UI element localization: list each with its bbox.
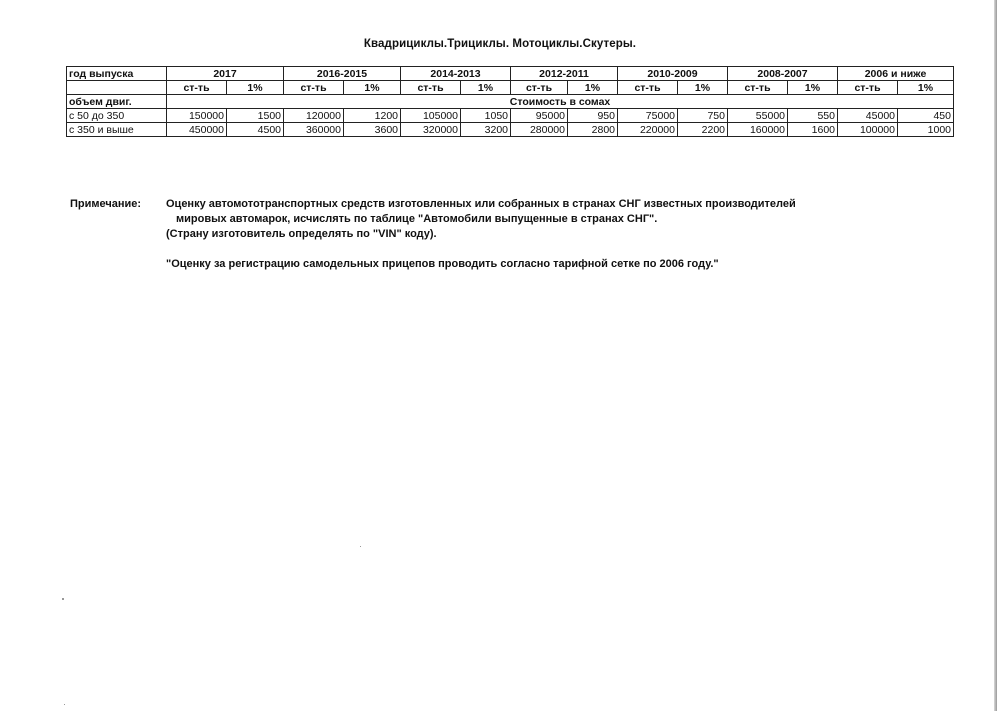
scan-edge: [994, 0, 997, 711]
table-cell: 95000: [511, 109, 568, 123]
percent-subheader: 1%: [227, 81, 284, 95]
table-cell: 220000: [618, 123, 678, 137]
table-cell: 1000: [898, 123, 954, 137]
subheader-row: [67, 81, 954, 95]
table-cell: 1050: [461, 109, 511, 123]
table-cell: 4500: [227, 123, 284, 137]
table-cell: 2800: [568, 123, 618, 137]
table-cell: 160000: [728, 123, 788, 137]
percent-subheader: 1%: [461, 81, 511, 95]
table-cell: 360000: [284, 123, 344, 137]
cost-subheader: ст-ть: [728, 81, 788, 95]
table-cell: 950: [568, 109, 618, 123]
table-cell: 55000: [728, 109, 788, 123]
table-cell: 550: [788, 109, 838, 123]
empty-cell: [67, 81, 167, 95]
table-cell: 150000: [167, 109, 227, 123]
row-label: с 50 до 350: [67, 109, 167, 123]
table-cell: 100000: [838, 123, 898, 137]
table-cell: 45000: [838, 109, 898, 123]
percent-subheader: 1%: [788, 81, 838, 95]
note-line: "Оценку за регистрацию самодельных прицепов проводить согласно тарифной сетке по 2006 году.": [166, 258, 719, 270]
year-header: 2014-2013: [401, 67, 511, 81]
year-label-cell: год выпуска: [67, 67, 167, 81]
table-cell: 2200: [678, 123, 728, 137]
year-header: 2008-2007: [728, 67, 838, 81]
note-label: Примечание:: [70, 198, 142, 210]
year-header: 2006 и ниже: [838, 67, 954, 81]
engine-caption-row: [67, 95, 954, 109]
row-label: с 350 и выше: [67, 123, 167, 137]
price-table: [66, 66, 954, 137]
table-cell: 450000: [167, 123, 227, 137]
note-line: Оценку автомототранспортных средств изготовленных или собранных в странах СНГ известных производителей: [166, 198, 796, 210]
table-cell: 280000: [511, 123, 568, 137]
table-cell: 3200: [461, 123, 511, 137]
percent-subheader: 1%: [678, 81, 728, 95]
cost-subheader: ст-ть: [401, 81, 461, 95]
engine-label-cell: объем двиг.: [67, 95, 167, 109]
year-header: 2012-2011: [511, 67, 618, 81]
percent-subheader: 1%: [568, 81, 618, 95]
percent-subheader: 1%: [898, 81, 954, 95]
scan-speck: [64, 704, 65, 705]
table-cell: 105000: [401, 109, 461, 123]
table-row: [67, 123, 954, 137]
scan-speck: [360, 546, 361, 547]
table-cell: 1500: [227, 109, 284, 123]
year-header: 2016-2015: [284, 67, 401, 81]
cost-subheader: ст-ть: [618, 81, 678, 95]
table-cell: 120000: [284, 109, 344, 123]
table-cell: 3600: [344, 123, 401, 137]
cost-subheader: ст-ть: [284, 81, 344, 95]
cost-subheader: ст-ть: [511, 81, 568, 95]
year-header-row: [67, 67, 954, 81]
year-header: 2017: [167, 67, 284, 81]
cost-caption-cell: Стоимость в сомах: [167, 95, 954, 109]
note-line: (Страну изготовитель определять по "VIN" коду).: [166, 228, 437, 240]
scan-speck: [62, 598, 64, 600]
table-cell: 750: [678, 109, 728, 123]
table-cell: 450: [898, 109, 954, 123]
percent-subheader: 1%: [344, 81, 401, 95]
note-line: мировых автомарок, исчислять по таблице "Автомобили выпущенные в странах СНГ".: [176, 213, 658, 225]
table-cell: 1600: [788, 123, 838, 137]
table-cell: 1200: [344, 109, 401, 123]
document-title: Квадрициклы.Трициклы. Мотоциклы.Скутеры.: [363, 38, 637, 50]
table-cell: 75000: [618, 109, 678, 123]
cost-subheader: ст-ть: [838, 81, 898, 95]
cost-subheader: ст-ть: [167, 81, 227, 95]
table-row: [67, 109, 954, 123]
table-cell: 320000: [401, 123, 461, 137]
year-header: 2010-2009: [618, 67, 728, 81]
